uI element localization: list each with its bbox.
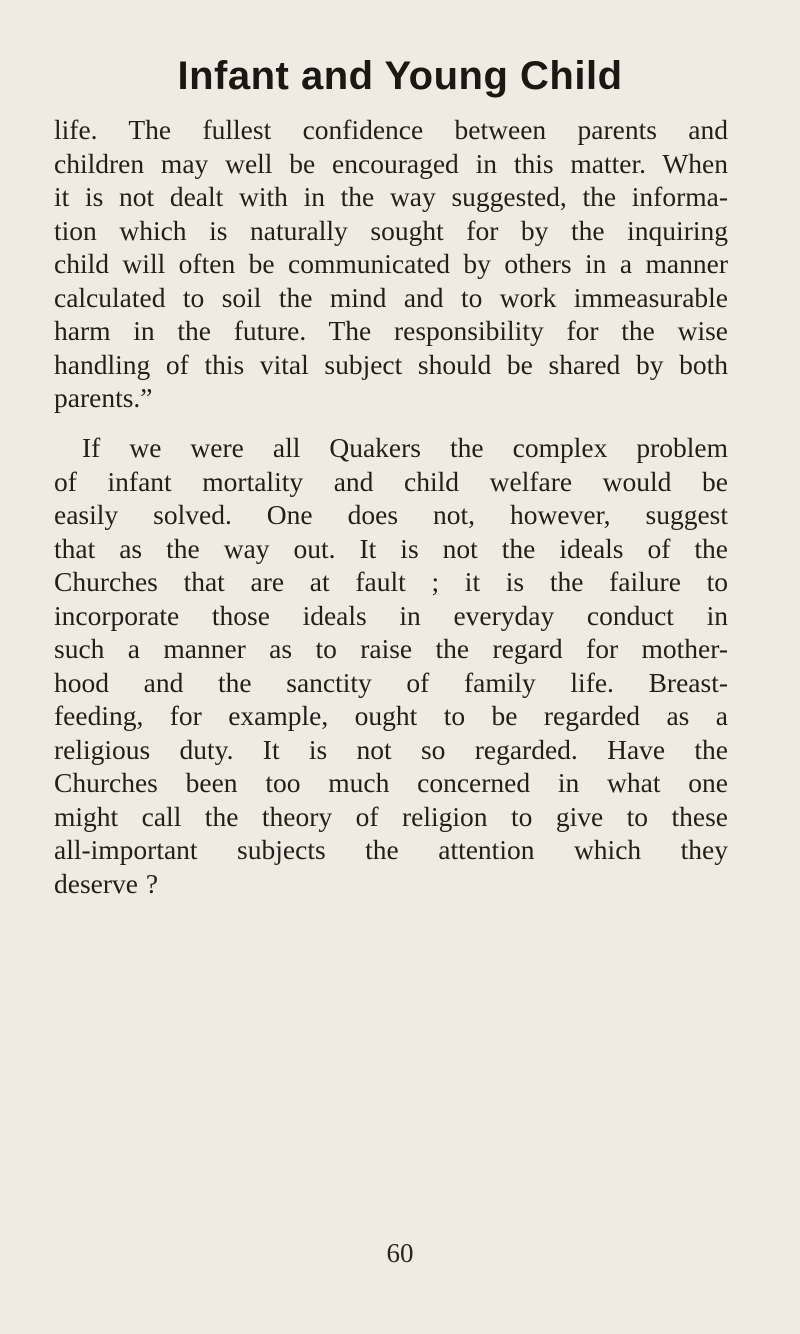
text-line: tion which is naturally sought for by the inquiring bbox=[54, 214, 728, 246]
text-line: harm in the future. The responsibility for the wise bbox=[54, 315, 728, 346]
text-line: Churches been too much concerned in what one bbox=[54, 767, 728, 798]
text-line: it is not dealt with in the way suggested, the informa- bbox=[54, 181, 728, 212]
text-line: all-important subjects the attention which they bbox=[54, 834, 728, 865]
text-line: life. The fullest confidence between parents and bbox=[54, 114, 728, 145]
text-line: handling of this vital subject should be shared by both bbox=[54, 348, 728, 380]
text-line: Churches that are at fault ; it is the failure to bbox=[54, 566, 728, 597]
text-line: religious duty. It is not so regarded. Have the bbox=[54, 733, 728, 765]
text-line: might call the theory of religion to give to these bbox=[54, 800, 728, 832]
paragraph-1 bbox=[54, 113, 728, 415]
paragraph-2 bbox=[54, 431, 728, 900]
text-line: parents.” bbox=[54, 382, 153, 413]
text-line: children may well be encouraged in this matter. When bbox=[54, 147, 728, 179]
text-line: of infant mortality and child welfare would be bbox=[54, 465, 728, 497]
text-line: child will often be communicated by others in a manner bbox=[54, 248, 728, 279]
text-line: calculated to soil the mind and to work immeasurable bbox=[54, 281, 728, 313]
text-line: feeding, for example, ought to be regarded as a bbox=[54, 700, 728, 731]
text-line: that as the way out. It is not the ideals of the bbox=[54, 532, 728, 564]
text-line: easily solved. One does not, however, suggest bbox=[54, 499, 728, 530]
text-line: If we were all Quakers the complex problem bbox=[82, 432, 728, 463]
text-line: incorporate those ideals in everyday conduct in bbox=[54, 599, 728, 631]
page-number: 60 bbox=[386, 1238, 414, 1268]
text-line: such a manner as to raise the regard for mother- bbox=[54, 633, 728, 664]
text-line: hood and the sanctity of family life. Breast- bbox=[54, 666, 728, 698]
running-title: Infant and Young Child bbox=[177, 54, 623, 98]
text-line: deserve ? bbox=[54, 867, 159, 899]
